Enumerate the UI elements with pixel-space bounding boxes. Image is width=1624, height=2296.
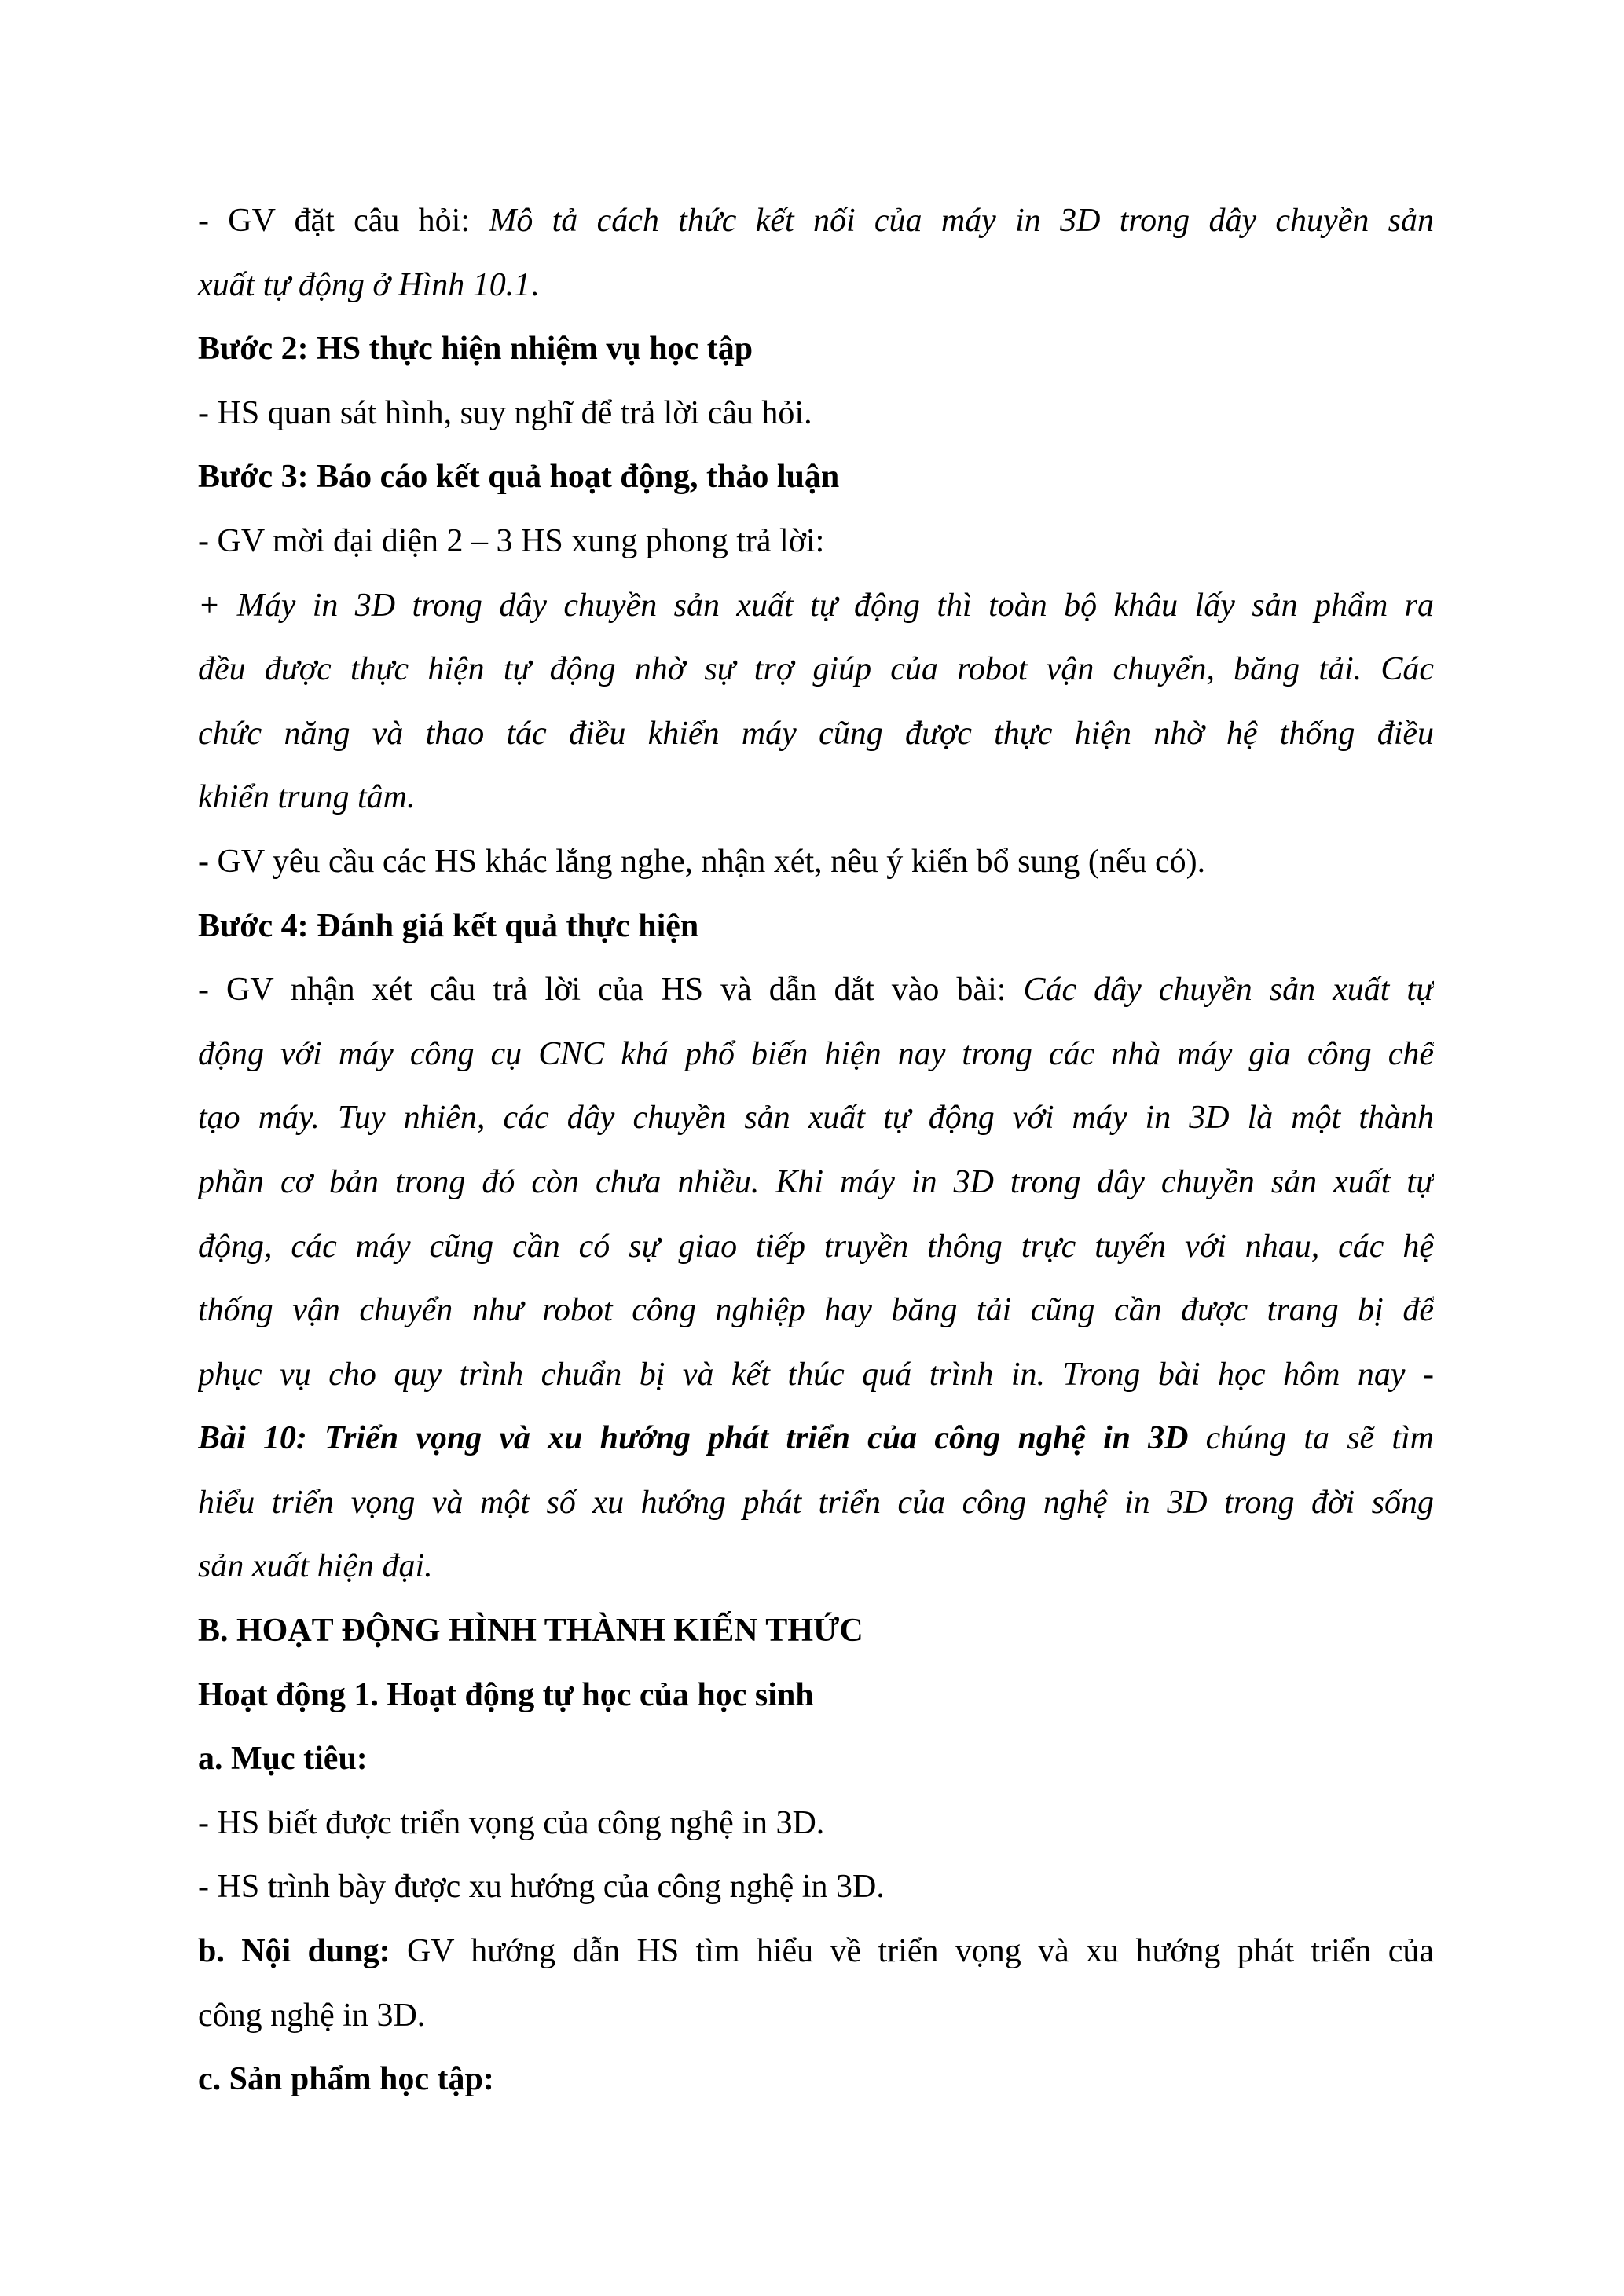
text-segment: động với máy công cụ CNC khá phổ biến hiện nay trong các nhà máy gia công chế (198, 1035, 1434, 1072)
text-line (198, 1151, 1434, 1215)
text-line (198, 1664, 1434, 1728)
text-segment: Bước 2: HS thực hiện nhiệm vụ học tập (198, 331, 753, 368)
text-line (198, 766, 1434, 830)
text-line (198, 2048, 1434, 2112)
text-segment: Bài 10: Triển vọng và xu hướng phát triển của công nghệ in 3D (198, 1420, 1189, 1457)
text-line (198, 638, 1434, 702)
text-segment: a. Mục tiêu: (198, 1741, 368, 1778)
text-line (198, 895, 1434, 959)
text-segment: GV hướng dẫn HS tìm hiểu về triển vọng và xu hướng phát triển của (390, 1933, 1434, 1970)
text-segment: phần cơ bản trong đó còn chưa nhiều. Khi máy in 3D trong dây chuyền sản xuất tự (198, 1163, 1434, 1200)
text-line (198, 189, 1434, 254)
text-segment: c. Sản phẩm học tập: (198, 2061, 494, 2098)
text-segment: . (530, 266, 539, 303)
text-segment: Các dây chuyền sản xuất tự (1023, 972, 1434, 1009)
text-segment: Bước 3: Báo cáo kết quả hoạt động, thảo luận (198, 459, 840, 496)
text-segment: phục vụ cho quy trình chuẩn bị và kết thúc quá trình in. Trong bài học hôm nay - (198, 1356, 1434, 1393)
text-segment: - HS biết được triển vọng của công nghệ in 3D. (198, 1804, 825, 1841)
text-line (198, 1407, 1434, 1471)
text-line (198, 510, 1434, 574)
document-page (198, 189, 1434, 2112)
text-segment: + Máy in 3D trong dây chuyền sản xuất tự động thì toàn bộ khâu lấy sản phẩm ra (198, 587, 1434, 624)
text-segment: hiểu triển vọng và một số xu hướng phát triển của công nghệ in 3D trong đời sống (198, 1484, 1434, 1521)
text-segment: sản xuất hiện đại. (198, 1548, 433, 1585)
text-segment: - GV nhận xét câu trả lời của HS và dẫn dắt vào bài: (198, 972, 1024, 1009)
text-segment: - HS trình bày được xu hướng của công nghệ in 3D. (198, 1869, 885, 1906)
text-line (198, 1215, 1434, 1280)
text-line (198, 1855, 1434, 1920)
text-segment: Hoạt động 1. Hoạt động tự học của học sinh (198, 1676, 814, 1713)
text-segment: chức năng và thao tác điều khiển máy cũng được thực hiện nhờ hệ thống điều (198, 715, 1434, 752)
text-segment: Bước 4: Đánh giá kết quả thực hiện (198, 907, 699, 944)
text-segment: thống vận chuyển như robot công nghiệp hay băng tải cũng cần được trang bị để (198, 1292, 1434, 1329)
text-line (198, 382, 1434, 446)
text-line (198, 1471, 1434, 1536)
text-line (198, 702, 1434, 767)
text-line (198, 1535, 1434, 1599)
text-segment: công nghệ in 3D. (198, 1997, 426, 2034)
text-line (198, 1920, 1434, 1984)
text-segment: B. HOẠT ĐỘNG HÌNH THÀNH KIẾN THỨC (198, 1613, 863, 1650)
text-line (198, 830, 1434, 895)
text-segment: - HS quan sát hình, suy nghĩ để trả lời câu hỏi. (198, 394, 812, 431)
text-segment: - GV mời đại diện 2 – 3 HS xung phong trả lời: (198, 522, 825, 559)
text-segment: xuất tự động ở Hình 10.1 (198, 266, 531, 303)
text-line (198, 1727, 1434, 1792)
text-line (198, 958, 1434, 1023)
text-line (198, 254, 1434, 318)
text-segment: chúng ta sẽ tìm (1188, 1420, 1434, 1457)
text-segment: b. Nội dung: (198, 1933, 390, 1970)
text-line (198, 1086, 1434, 1151)
text-line (198, 1792, 1434, 1856)
text-segment: tạo máy. Tuy nhiên, các dây chuyền sản xuất tự động với máy in 3D là một thành (198, 1100, 1434, 1137)
text-line (198, 574, 1434, 639)
text-segment: khiển trung tâm. (198, 779, 416, 816)
text-segment: đều được thực hiện tự động nhờ sự trợ giúp của robot vận chuyển, băng tải. Các (198, 651, 1434, 688)
text-line (198, 1984, 1434, 2049)
text-segment: động, các máy cũng cần có sự giao tiếp truyền thông trực tuyến với nhau, các hệ (198, 1228, 1434, 1265)
text-line (198, 1279, 1434, 1343)
text-line (198, 1343, 1434, 1408)
text-line (198, 1023, 1434, 1087)
text-line (198, 445, 1434, 510)
text-line (198, 1599, 1434, 1664)
text-segment: Mô tả cách thức kết nối của máy in 3D trong dây chuyền sản (489, 203, 1434, 239)
text-segment: - GV yêu cầu các HS khác lắng nghe, nhận xét, nêu ý kiến bổ sung (nếu có). (198, 843, 1206, 880)
text-segment: - GV đặt câu hỏi: (198, 203, 489, 239)
text-line (198, 317, 1434, 382)
